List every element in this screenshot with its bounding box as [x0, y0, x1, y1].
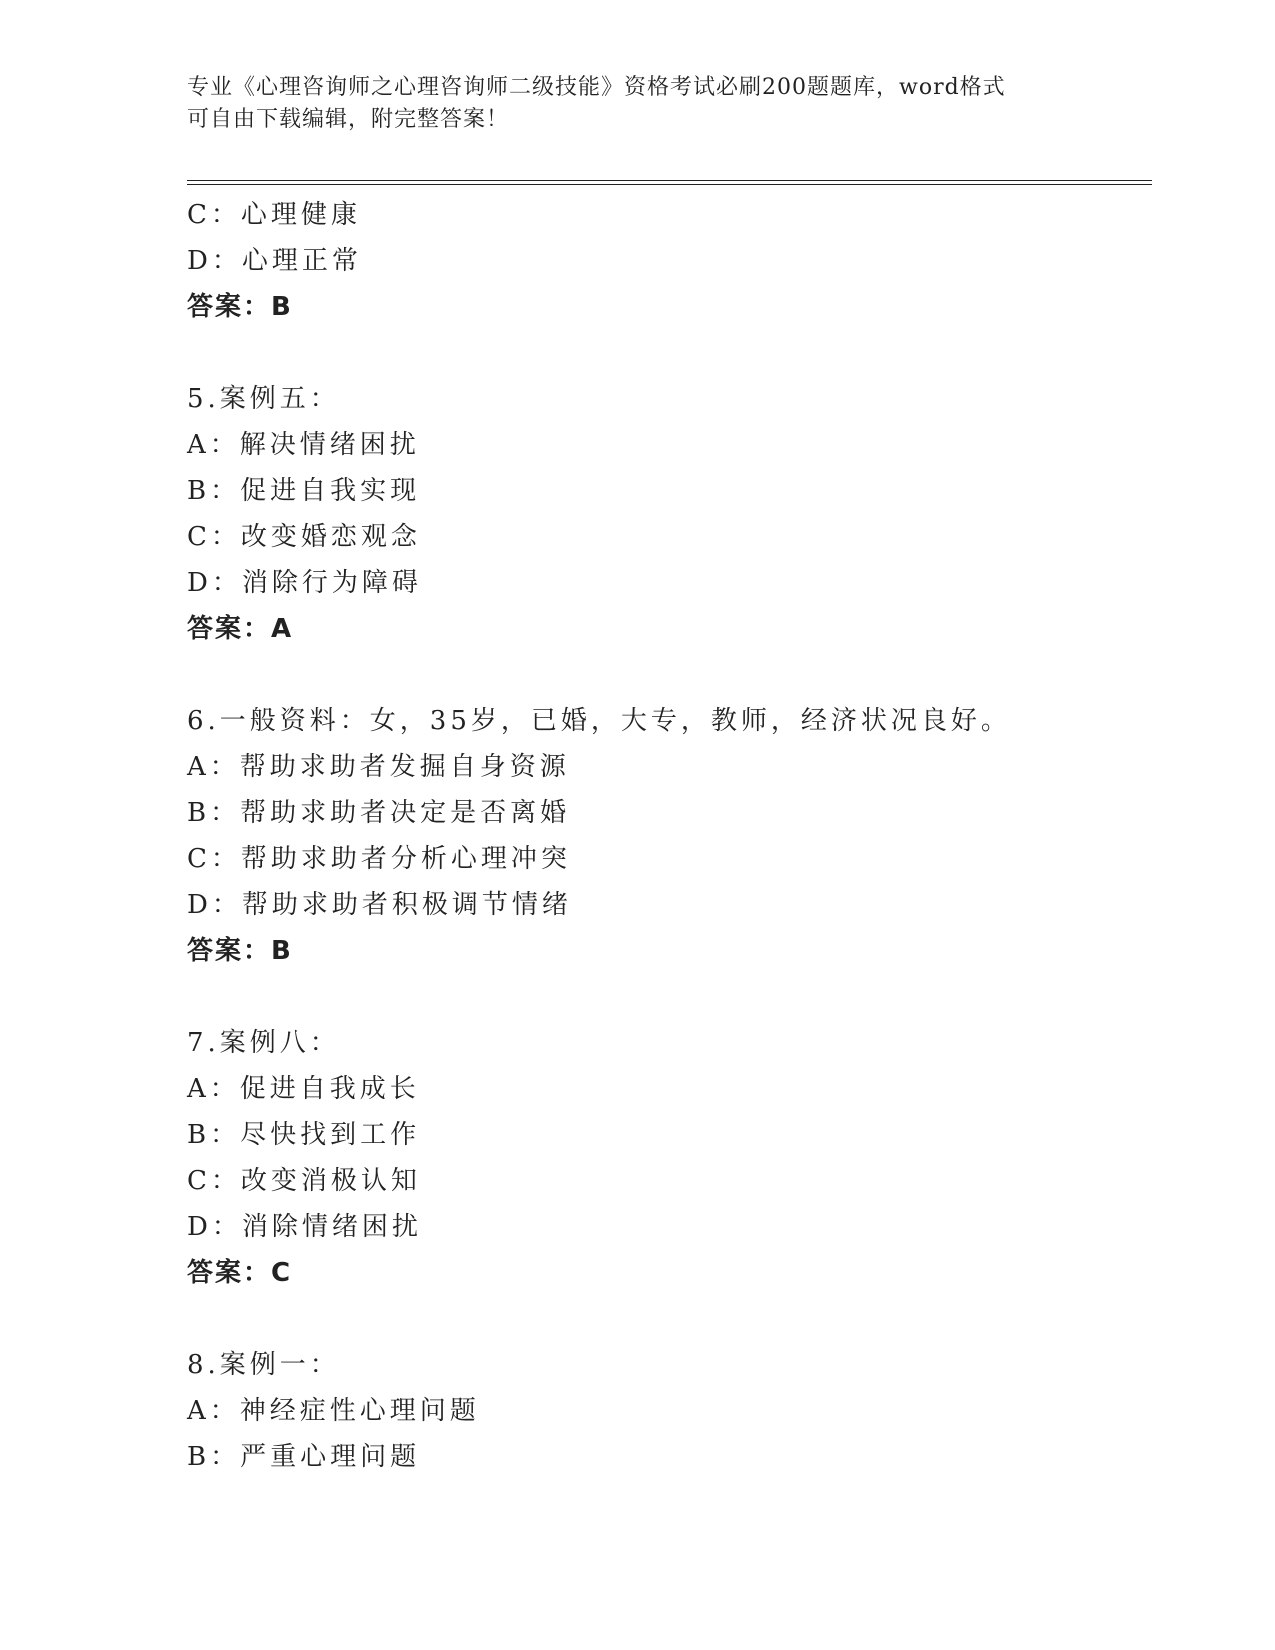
option-a: A：促进自我成长 — [187, 1074, 420, 1104]
option-b: B：尽快找到工作 — [187, 1120, 421, 1150]
answer: 答案：B — [187, 936, 293, 966]
option-d: D：心理正常 — [187, 246, 362, 276]
question-5 — [187, 376, 1147, 652]
spacer — [187, 1296, 1147, 1342]
header-line-1: 专业《心理咨询师之心理咨询师二级技能》资格考试必刷200题题库，word格式 — [187, 75, 1006, 100]
option-d: D：消除情绪困扰 — [187, 1212, 422, 1242]
document-header — [187, 72, 1087, 136]
question-stem: 7.案例八： — [187, 1028, 340, 1058]
option-a: A：神经症性心理问题 — [187, 1396, 480, 1426]
option-a: A：解决情绪困扰 — [187, 430, 420, 460]
option-a: A：帮助求助者发掘自身资源 — [187, 752, 570, 782]
option-b: B：促进自我实现 — [187, 476, 421, 506]
spacer — [187, 974, 1147, 1020]
question-list — [187, 192, 1147, 1480]
option-c: C：心理健康 — [187, 200, 361, 230]
option-b: B：严重心理问题 — [187, 1442, 421, 1472]
question-stem: 5.案例五： — [187, 384, 340, 414]
spacer — [187, 652, 1147, 698]
spacer — [187, 330, 1147, 376]
question-7 — [187, 1020, 1147, 1296]
header-divider — [187, 180, 1152, 185]
answer: 答案：A — [187, 614, 294, 644]
question-partial — [187, 192, 1147, 330]
option-c: C：改变婚恋观念 — [187, 522, 421, 552]
option-c: C：改变消极认知 — [187, 1166, 421, 1196]
question-8 — [187, 1342, 1147, 1480]
question-stem: 6.一般资料：女，35岁，已婚，大专，教师，经济状况良好。 — [187, 706, 1011, 736]
option-b: B：帮助求助者决定是否离婚 — [187, 798, 571, 828]
option-d: D：帮助求助者积极调节情绪 — [187, 890, 572, 920]
option-c: C：帮助求助者分析心理冲突 — [187, 844, 571, 874]
answer: 答案：B — [187, 292, 293, 322]
option-d: D：消除行为障碍 — [187, 568, 422, 598]
question-6 — [187, 698, 1147, 974]
header-line-2: 可自由下载编辑，附完整答案！ — [187, 107, 510, 132]
answer: 答案：C — [187, 1258, 293, 1288]
question-stem: 8.案例一： — [187, 1350, 340, 1380]
